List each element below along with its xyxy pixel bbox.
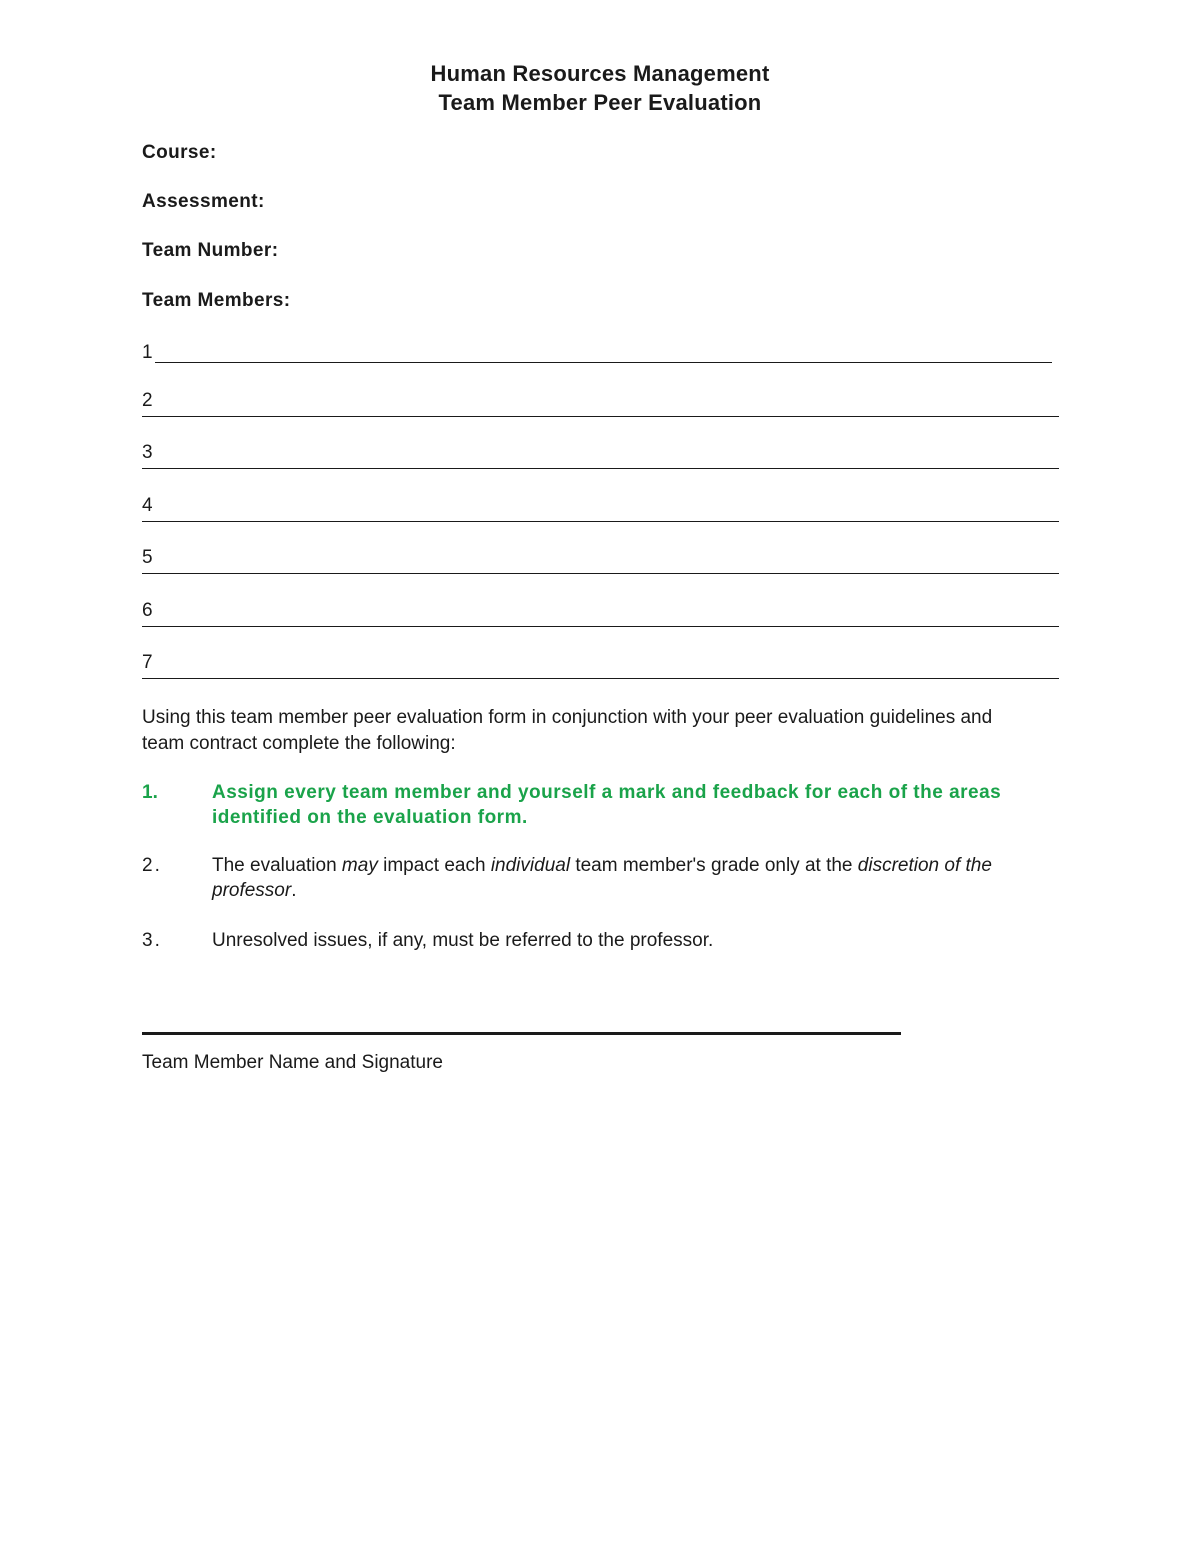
instruction-number: 1. <box>142 782 158 803</box>
text-run: team member's grade only at the <box>570 855 858 876</box>
signature-label: Team Member Name and Signature <box>142 1052 443 1073</box>
emphasis-run: individual <box>490 855 571 876</box>
emphasis-run: discretion of the professor <box>212 855 992 901</box>
member-line-6[interactable] <box>142 600 1059 627</box>
member-number: 6 <box>142 600 153 621</box>
document-title: Human Resources Management <box>430 61 770 86</box>
assessment-label: Assessment: <box>142 191 265 212</box>
text-run: impact each <box>377 855 491 876</box>
member-number: 1 <box>142 342 153 363</box>
member-underline <box>155 362 1052 363</box>
text-run: The evaluation <box>212 855 342 876</box>
emphasis-run: may <box>341 855 378 876</box>
member-line-7[interactable] <box>142 652 1059 679</box>
member-number: 2 <box>142 390 153 411</box>
text-run: . <box>291 880 297 901</box>
member-number: 5 <box>142 547 153 568</box>
instruction-number: 3. <box>142 930 162 951</box>
member-number: 7 <box>142 652 153 673</box>
instruction-number: 2. <box>142 855 162 876</box>
course-label: Course: <box>142 142 217 163</box>
team-number-label: Team Number: <box>142 240 279 261</box>
instruction-text: Unresolved issues, if any, must be referred to the professor. <box>212 930 714 951</box>
document-subtitle: Team Member Peer Evaluation <box>438 90 762 115</box>
member-number: 3 <box>142 442 153 463</box>
instruction-text <box>212 853 1057 903</box>
member-line-1[interactable] <box>142 342 1059 368</box>
instruction-text: Assign every team member and yourself a mark and feedback for each of the areas identified on the evaluation form. <box>212 782 1002 828</box>
member-line-2[interactable] <box>142 390 1059 417</box>
intro-paragraph: Using this team member peer evaluation form in conjunction with your peer evaluation guidelines and team contract complete the following: <box>142 707 993 754</box>
signature-line[interactable] <box>142 1032 901 1035</box>
member-number: 4 <box>142 495 153 516</box>
member-line-4[interactable] <box>142 495 1059 522</box>
team-members-label: Team Members: <box>142 290 291 311</box>
member-line-3[interactable] <box>142 442 1059 469</box>
member-line-5[interactable] <box>142 547 1059 574</box>
